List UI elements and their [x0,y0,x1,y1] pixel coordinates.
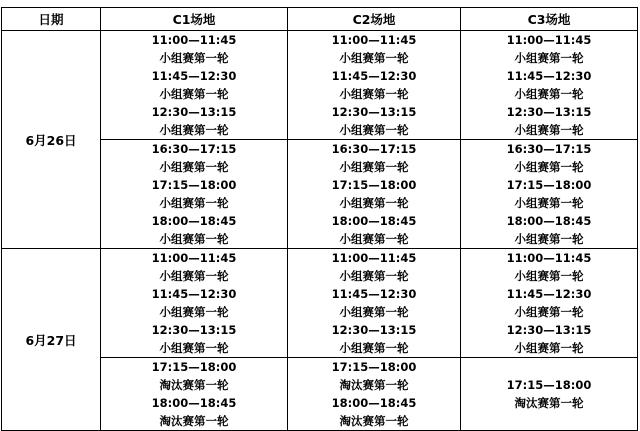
time-slot: 11:45—12:30 [331,287,417,301]
court-c3-cell [461,140,638,249]
time-slot: 17:15—18:00 [506,378,592,392]
court-c1-cell [101,358,288,431]
match-round: 淘汰赛第一轮 [514,396,584,410]
time-slot: 17:15—18:00 [151,178,237,192]
match-round: 淘汰赛第一轮 [339,414,409,428]
match-round: 小组赛第一轮 [159,305,229,319]
time-slot: 12:30—13:15 [506,323,592,337]
match-round: 小组赛第一轮 [339,232,409,246]
match-round: 小组赛第一轮 [339,160,409,174]
court-c2-cell [288,140,461,249]
time-slot: 12:30—13:15 [506,105,592,119]
match-round: 小组赛第一轮 [514,341,584,355]
schedule-table [1,7,638,431]
time-slot: 18:00—18:45 [151,396,237,410]
match-round: 小组赛第一轮 [339,87,409,101]
court-c2-cell [288,31,461,140]
court-c1-cell [101,31,288,140]
match-round: 小组赛第一轮 [339,269,409,283]
match-round: 淘汰赛第一轮 [159,378,229,392]
court-c1-cell [101,140,288,249]
time-slot: 18:00—18:45 [331,396,417,410]
time-slot: 11:00—11:45 [151,33,237,47]
court-c3-cell [461,358,638,431]
time-slot: 11:00—11:45 [331,33,417,47]
match-round: 小组赛第一轮 [159,51,229,65]
header-date: 日期 [2,8,101,31]
time-slot: 11:00—11:45 [331,251,417,265]
match-round: 小组赛第一轮 [514,196,584,210]
time-slot: 11:45—12:30 [151,69,237,83]
time-slot: 18:00—18:45 [506,214,592,228]
court-c1-cell [101,249,288,358]
time-slot: 11:00—11:45 [506,33,592,47]
time-slot: 17:15—18:00 [331,178,417,192]
time-slot: 11:00—11:45 [151,251,237,265]
match-round: 淘汰赛第一轮 [339,378,409,392]
match-round: 小组赛第一轮 [159,196,229,210]
time-slot: 17:15—18:00 [151,360,237,374]
match-round: 小组赛第一轮 [514,269,584,283]
time-slot: 12:30—13:15 [331,323,417,337]
match-round: 小组赛第一轮 [339,305,409,319]
time-slot: 18:00—18:45 [331,214,417,228]
match-round: 淘汰赛第一轮 [159,414,229,428]
match-round: 小组赛第一轮 [514,123,584,137]
match-round: 小组赛第一轮 [339,196,409,210]
match-round: 小组赛第一轮 [159,123,229,137]
time-slot: 12:30—13:15 [151,323,237,337]
match-round: 小组赛第一轮 [339,123,409,137]
schedule-row [2,31,638,140]
match-round: 小组赛第一轮 [159,269,229,283]
match-round: 小组赛第一轮 [159,160,229,174]
match-round: 小组赛第一轮 [514,232,584,246]
header-court-c1: C1场地 [101,8,288,31]
court-c3-cell [461,31,638,140]
date-cell: 6月27日 [2,249,101,431]
time-slot: 16:30—17:15 [151,142,237,156]
time-slot: 16:30—17:15 [331,142,417,156]
header-court-c3: C3场地 [461,8,638,31]
time-slot: 11:45—12:30 [151,287,237,301]
time-slot: 11:45—12:30 [331,69,417,83]
match-round: 小组赛第一轮 [514,51,584,65]
time-slot: 18:00—18:45 [151,214,237,228]
match-round: 小组赛第一轮 [339,51,409,65]
time-slot: 12:30—13:15 [331,105,417,119]
court-c2-cell [288,249,461,358]
time-slot: 16:30—17:15 [506,142,592,156]
match-round: 小组赛第一轮 [159,341,229,355]
time-slot: 11:00—11:45 [506,251,592,265]
time-slot: 17:15—18:00 [506,178,592,192]
time-slot: 11:45—12:30 [506,69,592,83]
match-round: 小组赛第一轮 [514,160,584,174]
header-court-c2: C2场地 [288,8,461,31]
match-round: 小组赛第一轮 [159,87,229,101]
time-slot: 12:30—13:15 [151,105,237,119]
time-slot: 11:45—12:30 [506,287,592,301]
schedule-body [2,31,638,431]
match-round: 小组赛第一轮 [514,87,584,101]
court-c3-cell [461,249,638,358]
header-row [2,8,638,31]
match-round: 小组赛第一轮 [514,305,584,319]
court-c2-cell [288,358,461,431]
match-round: 小组赛第一轮 [339,341,409,355]
time-slot: 17:15—18:00 [331,360,417,374]
match-round: 小组赛第一轮 [159,232,229,246]
schedule-row [2,249,638,358]
date-cell: 6月26日 [2,31,101,249]
